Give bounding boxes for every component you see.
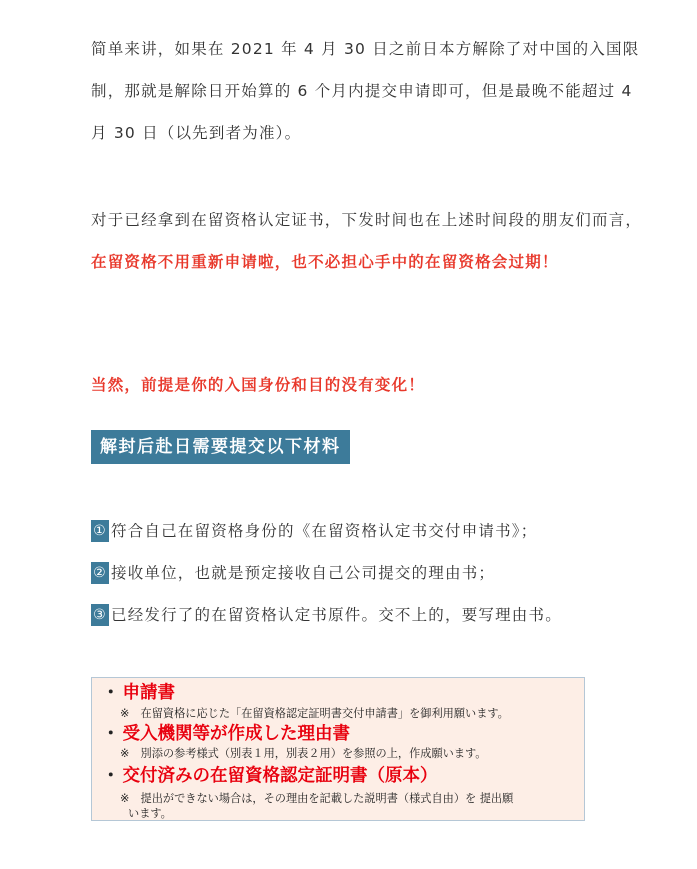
jp-entry-note: ※ 提出ができない場合は，その理由を記載した説明書（様式自由）を 提出願: [120, 792, 514, 805]
jp-entry-note: ※ 別添の参考様式（別表１用，別表２用）を参照の上，作成願います。: [120, 747, 487, 760]
list-item: [91, 520, 537, 542]
jp-entry-title-text: 交付済みの在留資格認定証明書（原本）: [122, 766, 438, 786]
jp-entry-title-text: 申請書: [122, 683, 175, 703]
list-item: [91, 562, 495, 584]
paragraph-certificate-text: 对于已经拿到在留资格认定证书，下发时间也在上述时间段的朋友们而言，: [91, 211, 643, 229]
item-text: 符合自己在留资格身份的《在留资格认定书交付申请书》；: [111, 522, 538, 540]
paragraph-intro: 简单来讲，如果在 2021 年 4 月 30 日之前日本方解除了对中国的入国限制，那就是解除日开始算的 6 个月内提交申请即可，但是最晚不能超过 4 月 30 日（以先到者为准）。: [91, 40, 640, 142]
japanese-requirements-box: [91, 677, 585, 821]
item-text: 已经发行了的在留资格认定书原件。交不上的，要写理由书。: [111, 606, 562, 624]
paragraph-premise: 当然，前提是你的入国身份和目的没有变化！: [91, 376, 426, 394]
item-number: ②: [91, 562, 109, 584]
item-text: 接收单位，也就是预定接收自己公司提交的理由书；: [111, 564, 496, 582]
jp-entry-title-text: 受入機関等が作成した理由書: [122, 724, 350, 744]
bullet: ・: [102, 766, 120, 786]
jp-entry-note-continued: います。: [128, 807, 172, 820]
bullet: ・: [102, 724, 120, 744]
jp-entry-title: [102, 720, 350, 745]
list-item: [91, 604, 562, 626]
paragraph-certificate: [91, 199, 651, 283]
bullet: ・: [102, 683, 120, 703]
item-number: ③: [91, 604, 109, 626]
section-heading: 解封后赴日需要提交以下材料: [91, 430, 350, 464]
jp-entry-title: [102, 679, 175, 704]
jp-entry-title: [102, 762, 438, 787]
jp-entry-note: ※ 在留資格に応じた「在留資格認定証明書交付申請書」を御利用願います。: [120, 707, 509, 720]
item-number: ①: [91, 520, 109, 542]
paragraph-certificate-highlight: 在留资格不用重新申请啦，也不必担心手中的在留资格会过期！: [91, 253, 559, 271]
